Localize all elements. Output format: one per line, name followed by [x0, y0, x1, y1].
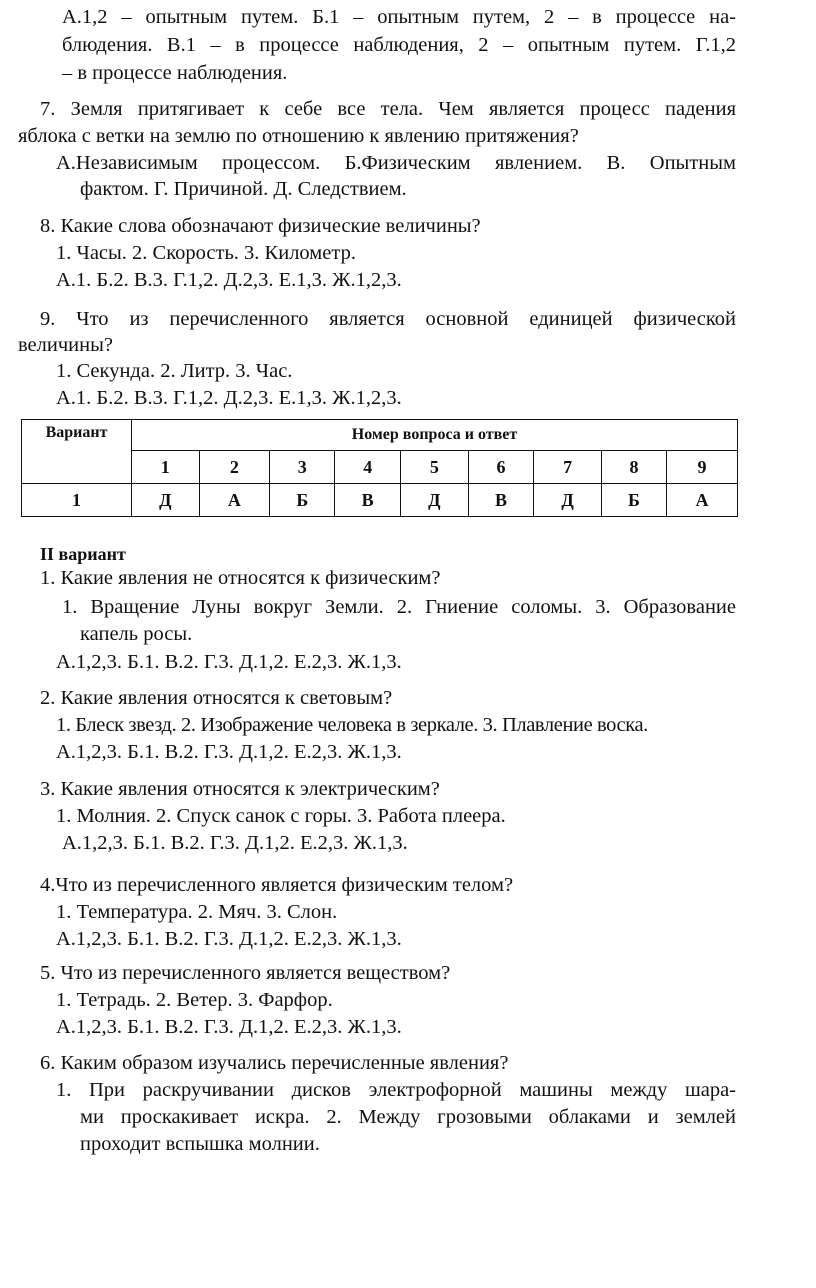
table-cell-answer: А [199, 484, 270, 517]
v2-q5-options: А.1,2,3. Б.1. В.2. Г.3. Д.1,2. Е.2,3. Ж.1,3. [56, 1016, 402, 1038]
v2-q1-question: 1. Какие явления не относятся к физическим? [40, 567, 441, 589]
v2-q3-options: А.1,2,3. Б.1. В.2. Г.3. Д.1,2. Е.2,3. Ж.1,3. [62, 832, 408, 854]
v2-q4-options: А.1,2,3. Б.1. В.2. Г.3. Д.1,2. Е.2,3. Ж.1,3. [56, 928, 402, 950]
table-cell-question-number: 5 [401, 451, 469, 484]
v2-q4-items: 1. Температура. 2. Мяч. 3. Слон. [56, 901, 338, 923]
variant-2-heading: II вариант [40, 544, 126, 564]
q9-options: А.1. Б.2. В.3. Г.1,2. Д.2,3. Е.1,3. Ж.1,2,3. [56, 387, 402, 409]
table-cell-answer: Д [401, 484, 469, 517]
q7-question-line-2: яблока с ветки на землю по отношению к явлению притяжения? [18, 125, 579, 147]
v2-q6-items-line-1: 1. При раскручивании дисков электрофорной машины между шара- [56, 1079, 736, 1101]
top-line-2: блюдения. В.1 – в процессе наблюдения, 2 – опытным путем. Г.1,2 [62, 34, 736, 56]
v2-q3-question: 3. Какие явления относятся к электрическим? [40, 778, 440, 800]
q8-options: А.1. Б.2. В.3. Г.1,2. Д.2,3. Е.1,3. Ж.1,2,3. [56, 269, 402, 291]
answer-table [21, 419, 738, 517]
table-cell-variant: 1 [22, 484, 132, 517]
v2-q6-items-line-3: проходит вспышка молнии. [80, 1133, 320, 1155]
q9-items: 1. Секунда. 2. Литр. 3. Час. [56, 360, 293, 382]
v2-q6-question: 6. Каким образом изучались перечисленные явления? [40, 1052, 509, 1074]
table-cell-answer: В [468, 484, 534, 517]
table-cell-question-number: 9 [667, 451, 738, 484]
q7-question-line-1: 7. Земля притягивает к себе все тела. Чем является процесс падения [40, 98, 736, 120]
v2-q1-items-line-2: капель росы. [80, 623, 193, 645]
v2-q4-question: 4.Что из перечисленного является физическим телом? [40, 874, 514, 896]
v2-q5-items: 1. Тетрадь. 2. Ветер. 3. Фарфор. [56, 989, 333, 1011]
table-cell-answer: Б [601, 484, 666, 517]
v2-q2-options: А.1,2,3. Б.1. В.2. Г.3. Д.1,2. Е.2,3. Ж.1,3. [56, 741, 402, 763]
table-cell-question-number: 2 [199, 451, 270, 484]
table-cell-question-number: 4 [335, 451, 401, 484]
q8-question: 8. Какие слова обозначают физические величины? [40, 215, 481, 237]
q7-options-line-2: фактом. Г. Причиной. Д. Следствием. [80, 178, 407, 200]
table-cell-question-number: 8 [601, 451, 666, 484]
v2-q3-items: 1. Молния. 2. Спуск санок с горы. 3. Работа плеера. [56, 805, 506, 827]
v2-q1-options: А.1,2,3. Б.1. В.2. Г.3. Д.1,2. Е.2,3. Ж.1,3. [56, 651, 402, 673]
q8-items: 1. Часы. 2. Скорость. 3. Километр. [56, 242, 356, 264]
table-cell-answer: Д [534, 484, 602, 517]
table-header-questions: Номер вопроса и ответ [132, 420, 738, 451]
table-header-variant: Вариант [22, 420, 132, 484]
top-line-1: А.1,2 – опытным путем. Б.1 – опытным путем, 2 – в процессе на- [62, 6, 736, 28]
q7-options-line-1: А.Независимым процессом. Б.Физическим явлением. В. Опытным [56, 152, 736, 174]
table-cell-answer: Д [132, 484, 200, 517]
v2-q5-question: 5. Что из перечисленного является веществом? [40, 962, 451, 984]
table-cell-answer: В [335, 484, 401, 517]
v2-q1-items-line-1: 1. Вращение Луны вокруг Земли. 2. Гниение соломы. 3. Образование [62, 596, 736, 618]
table-cell-answer: А [667, 484, 738, 517]
table-cell-question-number: 1 [132, 451, 200, 484]
q9-question-line-1: 9. Что из перечисленного является основной единицей физической [40, 308, 736, 330]
v2-q6-items-line-2: ми проскакивает искра. 2. Между грозовыми облаками и землей [80, 1106, 736, 1128]
q9-question-line-2: величины? [18, 334, 113, 356]
top-line-3: – в процессе наблюдения. [62, 62, 288, 84]
v2-q2-question: 2. Какие явления относятся к световым? [40, 687, 393, 709]
table-cell-question-number: 3 [270, 451, 335, 484]
table-row-answers [22, 484, 738, 517]
v2-q2-items: 1. Блеск звезд. 2. Изображение человека в зеркале. 3. Плавление воска. [56, 714, 648, 736]
table-cell-question-number: 6 [468, 451, 534, 484]
table-cell-question-number: 7 [534, 451, 602, 484]
table-cell-answer: Б [270, 484, 335, 517]
